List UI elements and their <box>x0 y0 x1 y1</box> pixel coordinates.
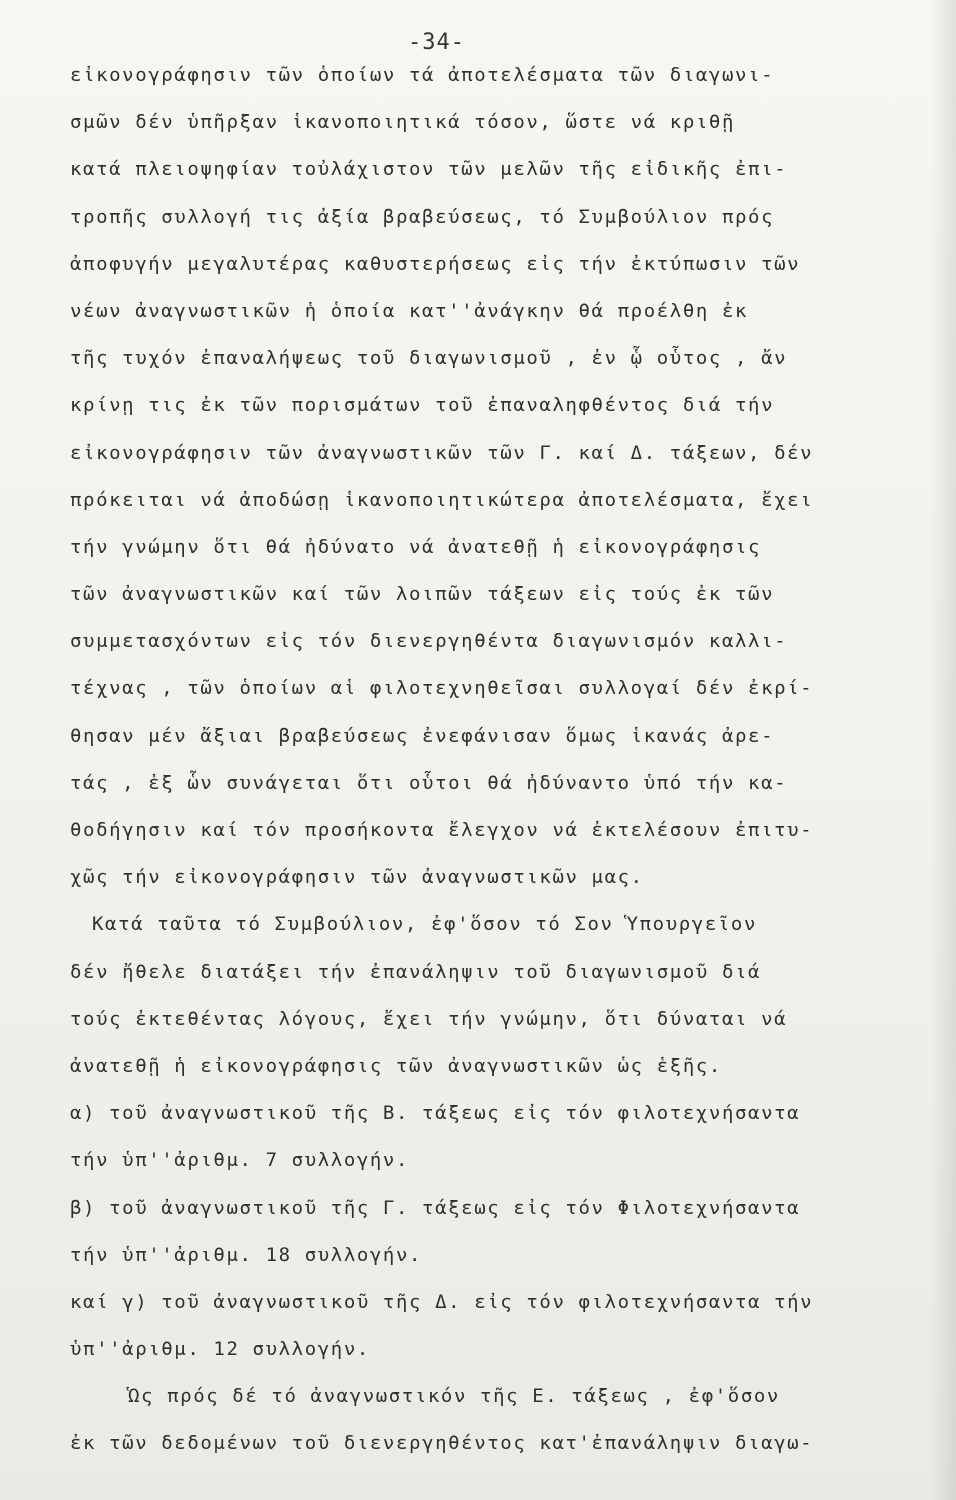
text-line: πρόκειται νά ἀποδώσῃ ἱκανοποιητικώτερα ἀποτελέσματα, ἔχει <box>70 488 814 511</box>
text-line: ἀνατεθῇ ἡ εἰκονογράφησις τῶν ἀναγνωστικῶν ὡς ἑξῆς. <box>70 1054 722 1077</box>
page-number: -34- <box>408 30 465 55</box>
text-line: κρίνῃ τις ἐκ τῶν πορισμάτων τοῦ ἐπαναληφθέντος διά τήν <box>70 394 775 417</box>
text-line: τέχνας , τῶν ὁποίων αἱ φιλοτεχνηθεῖσαι συλλογαί δέν ἐκρί- <box>70 677 814 700</box>
text-line: σμῶν δέν ὑπῆρξαν ἱκανοποιητικά τόσον, ὥστε νά κριθῇ <box>70 111 735 134</box>
text-line: ὑπ''ἀριθμ. 12 συλλογήν. <box>70 1338 370 1361</box>
text-line: κατά πλειοψηφίαν τοὐλάχιστον τῶν μελῶν τῆς εἰδικῆς ἐπι- <box>70 158 788 181</box>
text-line: θησαν μέν ἄξιαι βραβεύσεως ἐνεφάνισαν ὅμως ἱκανάς ἀρε- <box>70 724 775 747</box>
text-line: καί γ) τοῦ ἀναγνωστικοῦ τῆς Δ. εἰς τόν φιλοτεχνήσαντα τήν <box>70 1290 814 1313</box>
text-line: τροπῆς συλλογή τις ἀξία βραβεύσεως, τό Συμβούλιον πρός <box>70 205 775 228</box>
text-line: Ὡς πρός δέ τό ἀναγνωστικόν τῆς Ε. τάξεως , ἐφ'ὅσον <box>128 1385 780 1408</box>
text-line: β) τοῦ ἀναγνωστικοῦ τῆς Γ. τάξεως εἰς τόν Φιλοτεχνήσαντα <box>70 1196 801 1219</box>
text-line: συμμετασχόντων εἰς τόν διενεργηθέντα διαγωνισμόν καλλι- <box>70 630 788 653</box>
text-line: εἰκονογράφησιν τῶν ἀναγνωστικῶν τῶν Γ. καί Δ. τάξεων, δέν <box>70 441 814 464</box>
typed-body-text <box>70 52 930 1468</box>
text-line: τούς ἐκτεθέντας λόγους, ἔχει τήν γνώμην, ὅτι δύναται νά <box>70 1007 788 1030</box>
text-line: τάς , ἐξ ὧν συνάγεται ὅτι οὗτοι θά ἠδύναντο ὑπό τήν κα- <box>70 771 788 794</box>
text-line: νέων ἀναγνωστικῶν ἡ ὁποία κατ''ἀνάγκην θά προέλθη ἐκ <box>70 299 749 322</box>
text-line: ἐκ τῶν δεδομένων τοῦ διενεργηθέντος κατ'ἐπανάληψιν διαγω- <box>70 1432 814 1455</box>
text-line: τῶν ἀναγνωστικῶν καί τῶν λοιπῶν τάξεων εἰς τούς ἐκ τῶν <box>70 583 775 606</box>
text-line: α) τοῦ ἀναγνωστικοῦ τῆς Β. τάξεως εἰς τόν φιλοτεχνήσαντα <box>70 1102 801 1125</box>
text-line: χῶς τήν εἰκονογράφησιν τῶν ἀναγνωστικῶν μας. <box>70 866 644 889</box>
text-line: τήν γνώμην ὅτι θά ἠδύνατο νά ἀνατεθῇ ἡ εἰκονογράφησις <box>70 535 762 558</box>
text-line: Κατά ταῦτα τό Συμβούλιον, ἐφ'ὅσον τό Σον Ὑπουργεῖον <box>92 913 757 936</box>
text-line: ἀποφυγήν μεγαλυτέρας καθυστερήσεως εἰς τήν ἐκτύπωσιν τῶν <box>70 252 801 275</box>
text-line: θοδήγησιν καί τόν προσήκοντα ἔλεγχον νά ἐκτελέσουν ἐπιτυ- <box>70 819 814 841</box>
text-line: εἰκονογράφησιν τῶν ὁποίων τά ἀποτελέσματα τῶν διαγωνι- <box>70 64 775 86</box>
text-line: τήν ὑπ''ἀριθμ. 18 συλλογήν. <box>70 1243 423 1266</box>
text-line: τήν ὑπ''ἀριθμ. 7 συλλογήν. <box>70 1149 410 1172</box>
text-line: δέν ἤθελε διατάξει τήν ἐπανάληψιν τοῦ διαγωνισμοῦ διά <box>70 960 762 983</box>
text-line: τῆς τυχόν ἐπαναλήψεως τοῦ διαγωνισμοῦ , ἐν ᾧ οὗτος , ἄν <box>70 347 788 370</box>
page-edge-shadow <box>930 0 956 1500</box>
